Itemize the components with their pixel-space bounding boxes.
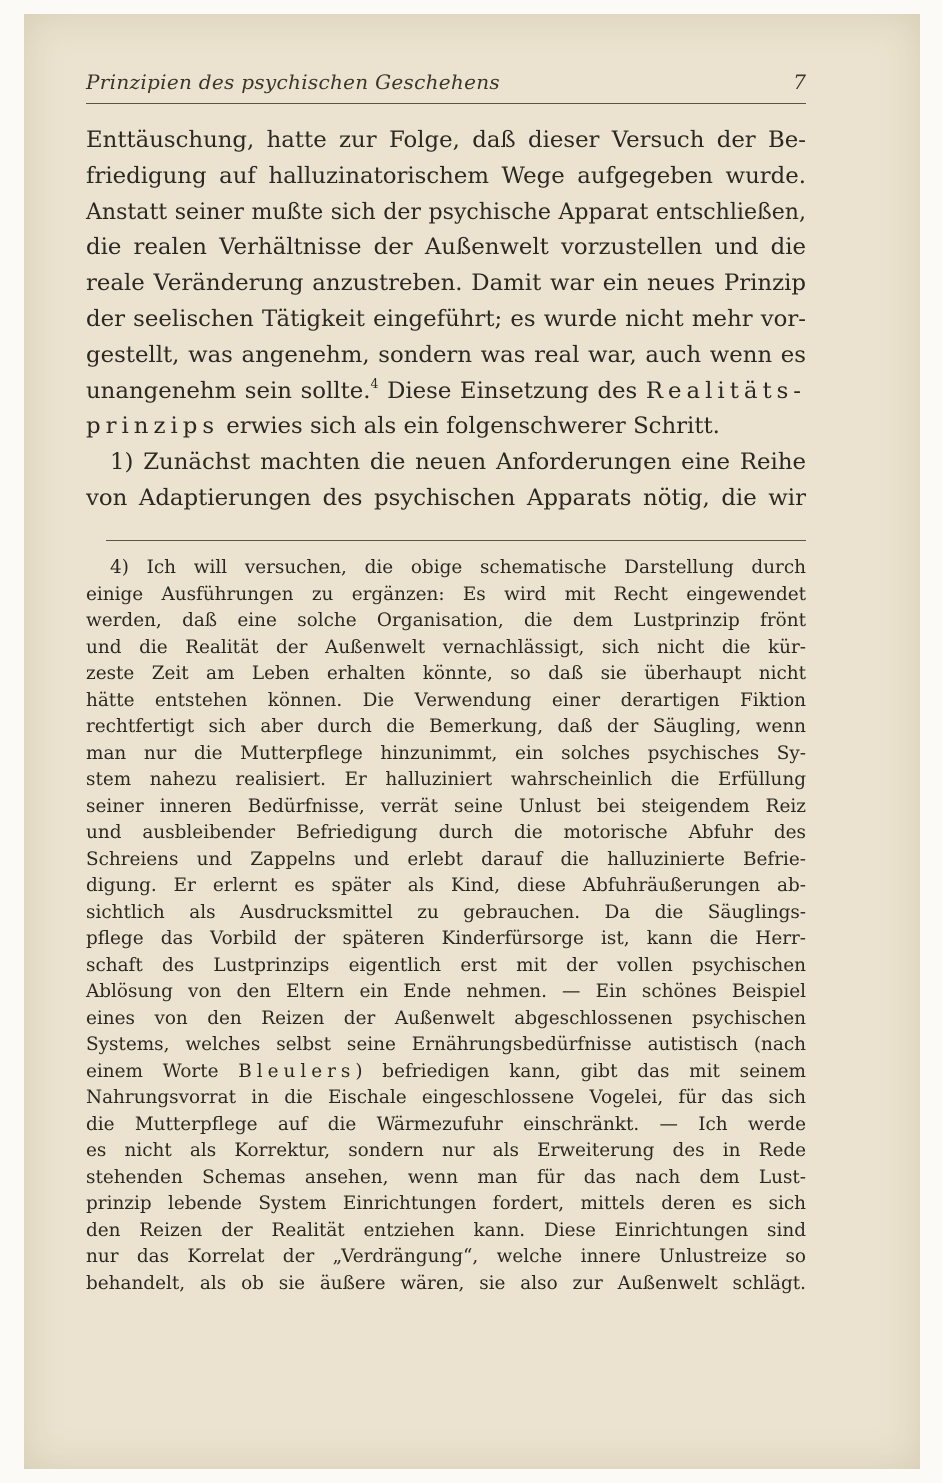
footnote [86, 555, 806, 1297]
text-line: der seelischen Tätigkeit eingeführt; es wurde nicht mehr vor- [86, 305, 806, 332]
footnote-line: nur das Korrelat der „Verdrängung“, welche innere Unlustreize so [86, 1246, 806, 1267]
footnote-line: die Mutterpflege auf die Wärmezufuhr einschränkt. — Ich werde [86, 1113, 806, 1135]
text-line: friedigung auf halluzinatorischem Wege aufgegeben wurde. [86, 162, 806, 189]
text-segment: erwies sich als ein folgenschwerer Schritt. [219, 413, 720, 440]
text-segment: einem Worte [86, 1060, 239, 1082]
footnote-line: seiner inneren Bedürfnisse, verrät seine Unlust bei steigendem Reiz [86, 795, 806, 817]
main-text [86, 123, 806, 517]
footnote-line: schaft des Lustprinzips eigentlich erst mit der vollen psychischen [86, 954, 806, 976]
footnote-line: digung. Er erlernt es später als Kind, diese Abfuhräußerungen ab- [86, 875, 806, 896]
footnote-line: den Reizen der Realität entziehen kann. Diese Einrichtungen sind [86, 1219, 806, 1241]
footnote-line: eines von den Reizen der Außenwelt abgeschlossenen psychischen [86, 1007, 806, 1029]
text-segment: ) befriedigen kann, gibt das mit seinem [355, 1060, 806, 1082]
footnote-line: prinzip lebende System Einrichtungen fordert, mittels deren es sich [86, 1193, 806, 1214]
text-segment: Diese Einsetzung des [378, 377, 646, 404]
footnote-line: rechtfertigt sich aber durch die Bemerkung, daß der Säugling, wenn [86, 716, 806, 737]
footnote-line: Systems, welches selbst seine Ernährungsbedürfnisse autistisch (nach [86, 1034, 806, 1055]
footnote-line: behandelt, als ob sie äußere wären, sie also zur Außenwelt schlägt. [86, 1272, 806, 1294]
footnote-line: und ausbleibender Befriedigung durch die motorische Abfuhr des [86, 822, 806, 843]
footnote-line: stehenden Schemas ansehen, wenn man für das nach dem Lust- [86, 1166, 806, 1188]
footnote-reference: 4 [370, 375, 379, 391]
text-segment: unangenehm sein sollte. [86, 377, 371, 404]
footnote-line: pflege das Vorbild der späteren Kinderfürsorge ist, kann die Herr- [86, 928, 806, 949]
text-line: von Adaptierungen des psychischen Apparats nötig, die wir [86, 484, 806, 511]
footnote-line: es nicht als Korrektur, sondern nur als Erweiterung des in Rede [86, 1140, 806, 1161]
spaced-name: Bleulers [238, 1060, 356, 1082]
footnote-line: 4) Ich will versuchen, die obige schematische Darstellung durch [110, 557, 806, 578]
footnote-line: Nahrungsvorrat in die Eischale eingeschlossene Vogelei, für das sich [86, 1087, 806, 1108]
footnote-rule [106, 540, 806, 541]
footnote-line: zeste Zeit am Leben erhalten könnte, so daß sie überhaupt nicht [86, 663, 806, 684]
text-line: reale Veränderung anzustreben. Damit war ein neues Prinzip [86, 270, 806, 297]
footnote-line: und die Realität der Außenwelt vernachlässigt, sich nicht die kür- [86, 636, 806, 658]
text-line: die realen Verhältnisse der Außenwelt vorzustellen und die [86, 234, 806, 261]
text-line [86, 374, 806, 410]
text-line: Anstatt seiner mußte sich der psychische Apparat entschließen, [86, 199, 806, 225]
running-header [86, 58, 806, 102]
text-line: 1) Zunächst machten die neuen Anforderungen eine Reihe [110, 449, 806, 476]
footnote-line: werden, daß eine solche Organisation, die dem Lustprinzip frönt [86, 610, 806, 631]
footnote-line: stem nahezu realisiert. Er halluziniert wahrscheinlich die Erfüllung [86, 769, 806, 790]
spaced-term: prinzips [86, 413, 220, 440]
running-title: Prinzipien des psychischen Geschehens [86, 70, 500, 94]
header-rule [86, 103, 806, 104]
text-line: Enttäuschung, hatte zur Folge, daß dieser Versuch der Be- [86, 127, 806, 153]
footnote-line: man nur die Mutterpflege hinzunimmt, ein solches psychisches Sy- [86, 742, 806, 764]
footnote-line: Ablösung von den Eltern ein Ende nehmen. — Ein schönes Beispiel [86, 981, 806, 1002]
footnote-line: hätte entstehen können. Die Verwendung einer derartigen Fiktion [86, 689, 806, 711]
text-line: gestellt, was angenehm, sondern was real war, auch wenn es [86, 341, 806, 368]
spaced-term: Realitäts- [645, 377, 807, 404]
footnote-line: Schreiens und Zappelns und erlebt darauf die halluzinierte Befrie- [86, 848, 806, 870]
footnote-line [86, 1059, 806, 1086]
footnote-line: sichtlich als Ausdrucksmittel zu gebrauchen. Da die Säuglings- [86, 901, 806, 923]
text-line [86, 409, 806, 445]
page-number: 7 [793, 70, 806, 94]
footnote-line: einige Ausführungen zu ergänzen: Es wird mit Recht eingewendet [86, 583, 806, 605]
